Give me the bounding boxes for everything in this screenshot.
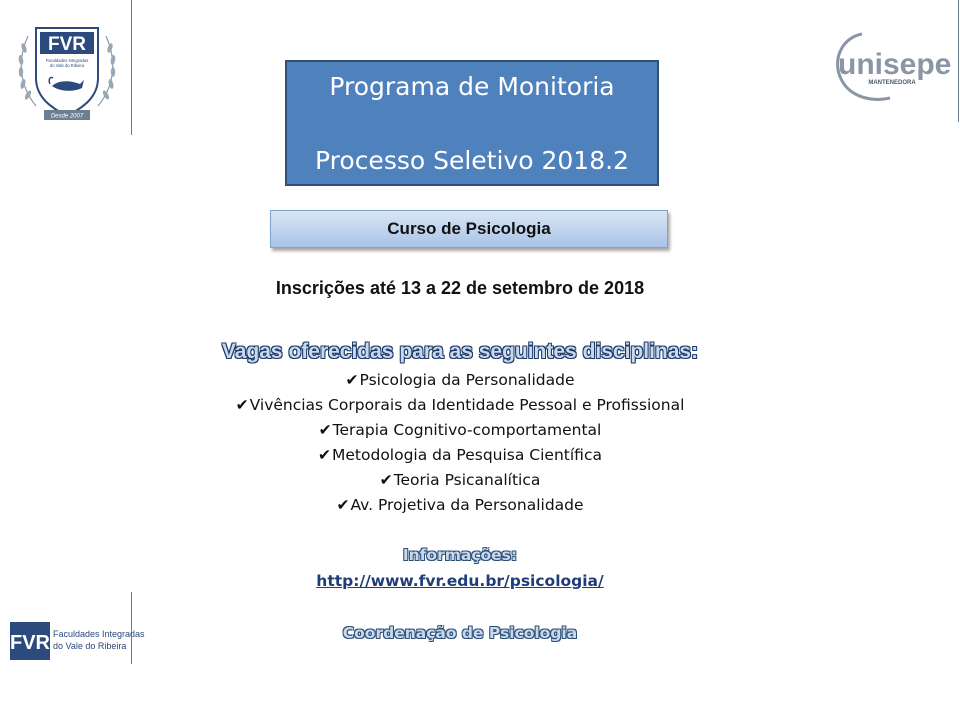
discipline-item: ✔Psicologia da Personalidade [345, 371, 575, 389]
coordination-signature: Coordenação de Psicologia [342, 624, 578, 642]
svg-text:do Vale do Ribeira: do Vale do Ribeira [49, 63, 85, 68]
discipline-item: ✔Metodologia da Pesquisa Científica [318, 446, 602, 464]
discipline-item: ✔Av. Projetiva da Personalidade [336, 496, 584, 514]
svg-text:do Vale do Ribeira: do Vale do Ribeira [53, 641, 127, 651]
svg-text:FVR: FVR [10, 632, 50, 654]
divider-line-top-right [958, 0, 959, 122]
selection-process-title: Processo Seletivo 2018.2 [315, 146, 629, 175]
checkmark-icon: ✔ [336, 496, 350, 514]
course-label: Curso de Psicologia [270, 210, 668, 248]
svg-text:Faculdades Integradas: Faculdades Integradas [45, 58, 89, 63]
title-box [285, 60, 659, 186]
checkmark-icon: ✔ [235, 396, 249, 414]
discipline-list [0, 368, 920, 518]
checkmark-icon: ✔ [318, 421, 332, 439]
svg-text:MANTENEDORA: MANTENEDORA [868, 80, 916, 86]
program-title: Programa de Monitoria [329, 72, 615, 101]
checkmark-icon: ✔ [379, 471, 393, 489]
svg-text:FVR: FVR [48, 34, 86, 55]
svg-text:Desde 2007: Desde 2007 [50, 113, 84, 120]
psychology-url-link[interactable]: http://www.fvr.edu.br/psicologia/ [316, 572, 604, 590]
discipline-item: ✔Terapia Cognitivo-comportamental [318, 421, 602, 439]
info-label: Informações: [402, 546, 518, 564]
svg-text:Faculdades Integradas: Faculdades Integradas [53, 629, 145, 639]
info-link-wrap [0, 572, 920, 590]
svg-text:unisepe: unisepe [838, 48, 952, 81]
checkmark-icon: ✔ [318, 446, 332, 464]
discipline-item: ✔Vivências Corporais da Identidade Pessoal e Profissional [235, 396, 685, 414]
registration-dates: Inscrições até 13 a 22 de setembro de 2018 [275, 278, 645, 298]
fvr-crest-logo [14, 22, 120, 126]
checkmark-icon: ✔ [345, 371, 359, 389]
discipline-item: ✔Teoria Psicanalítica [379, 471, 541, 489]
vacancies-heading: Vagas oferecidas para as seguintes disciplinas: [221, 340, 699, 363]
divider-line-top-left [131, 0, 132, 135]
unisepe-logo [832, 30, 956, 102]
